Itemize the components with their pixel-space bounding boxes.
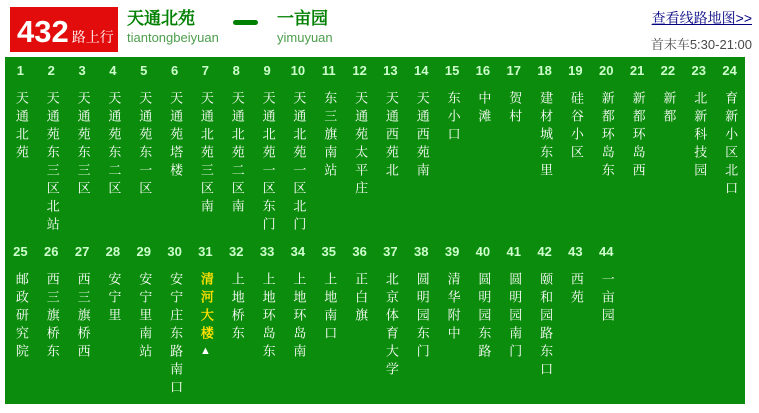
stop-name: 圆明园东路 (475, 272, 491, 362)
stop-cell[interactable] (683, 64, 714, 235)
stop-name: 一亩园 (598, 272, 614, 326)
stop-number: 10 (290, 63, 306, 78)
stop-name: 东小口 (444, 91, 460, 145)
stop-name: 正白旗 (352, 272, 368, 326)
stop-cell[interactable] (529, 64, 560, 235)
stop-number: 8 (232, 63, 240, 78)
service-hours: 首末车5:30-21:00 (650, 37, 752, 52)
stop-cell[interactable] (221, 64, 252, 235)
stop-name: 育新小区北口 (722, 91, 738, 199)
stop-name: 天通苑塔楼 (167, 91, 183, 181)
stop-name: 建材城东里 (537, 91, 553, 181)
stop-number: 1 (16, 63, 25, 78)
stop-name: 安宁庄东路南口 (167, 272, 183, 398)
stop-number: 14 (414, 63, 429, 78)
stop-number: 17 (506, 63, 521, 78)
route-number: 432 (17, 14, 69, 49)
stop-number: 9 (263, 63, 271, 78)
stop-cell[interactable] (560, 245, 591, 398)
stop-name: 上地桥东 (228, 272, 244, 344)
stop-cell[interactable] (437, 245, 468, 398)
stop-number: 6 (170, 63, 179, 78)
stop-number: 23 (691, 63, 706, 78)
stop-number: 42 (537, 244, 552, 259)
stop-number: 18 (537, 63, 552, 78)
stop-cell[interactable] (622, 64, 653, 235)
stop-name: 天通苑太平庄 (352, 91, 368, 199)
current-stop-marker-icon: ▲ (199, 345, 211, 357)
stop-cell[interactable] (406, 64, 437, 235)
stop-number: 24 (722, 63, 737, 78)
stop-name: 清华附中 (444, 272, 460, 344)
stop-name: 北京体育大学 (382, 272, 398, 380)
stop-number: 41 (506, 244, 521, 259)
stop-cell[interactable] (468, 64, 499, 235)
stops-row-1 (5, 57, 745, 235)
stop-name: 安宁里 (105, 272, 121, 326)
stop-cell[interactable] (653, 64, 684, 235)
stop-cell[interactable] (283, 64, 314, 235)
stop-name: 天通苑东三区北站 (43, 91, 59, 235)
stop-cell[interactable] (252, 64, 283, 235)
stop-number: 25 (13, 244, 28, 259)
stop-number: 3 (78, 63, 86, 78)
stop-cell[interactable] (591, 64, 622, 235)
stop-cell[interactable] (498, 64, 529, 235)
stop-number: 12 (352, 63, 367, 78)
stop-name: 圆明园东门 (413, 272, 429, 362)
stop-name: 西三旗桥西 (74, 272, 90, 362)
route-number-badge (10, 7, 118, 52)
stop-number: 26 (44, 244, 59, 259)
route-dash-icon (233, 20, 258, 25)
stop-number: 30 (167, 244, 182, 259)
stop-cell[interactable] (344, 245, 375, 398)
stop-name: 上地南口 (321, 272, 337, 344)
stop-cell[interactable] (98, 64, 129, 235)
stop-name: 天通苑东三区 (74, 91, 90, 199)
stop-cell[interactable] (159, 245, 190, 398)
route-direction: 路上行 (71, 29, 114, 45)
stop-name: 圆明园南门 (506, 272, 522, 362)
stop-number: 27 (74, 244, 90, 259)
stop-name: 天通北苑 (12, 91, 28, 163)
stop-cell[interactable] (252, 245, 283, 398)
stop-cell[interactable] (468, 245, 499, 398)
stop-name: 北新科技园 (691, 91, 707, 181)
stop-number: 33 (259, 244, 275, 259)
stop-cell[interactable] (98, 245, 129, 398)
stop-number: 15 (444, 63, 460, 78)
stop-cell[interactable] (591, 245, 622, 398)
stop-name: 天通西苑南 (413, 91, 429, 181)
stop-number: 39 (444, 244, 460, 259)
stop-name: 新都环岛东 (598, 91, 614, 181)
stop-cell[interactable] (375, 245, 406, 398)
stop-cell[interactable] (36, 245, 67, 398)
stop-number: 44 (599, 244, 614, 259)
stop-number: 43 (568, 244, 583, 259)
stops-board (5, 57, 745, 404)
stop-name: 新都环岛西 (629, 91, 645, 181)
stop-cell[interactable] (313, 64, 344, 235)
stop-number: 32 (229, 244, 244, 259)
destination-pinyin: yimuyuan (277, 30, 333, 45)
stop-name: 西苑 (567, 272, 583, 308)
stop-name: 天通北苑三区南 (197, 91, 213, 217)
stop-cell[interactable] (560, 64, 591, 235)
stop-number: 40 (475, 244, 491, 259)
stop-cell[interactable] (344, 64, 375, 235)
stop-cell[interactable] (5, 64, 36, 235)
stop-number: 19 (568, 63, 583, 78)
stop-cell[interactable] (375, 64, 406, 235)
stop-number: 21 (629, 63, 645, 78)
stop-cell[interactable] (221, 245, 252, 398)
stop-cell[interactable] (67, 245, 98, 398)
stop-name: 中滩 (475, 91, 491, 127)
stop-cell[interactable] (283, 245, 314, 398)
stop-name: 颐和园路东口 (537, 272, 553, 380)
stop-name: 上地环岛南 (290, 272, 306, 362)
stop-number: 28 (105, 244, 121, 259)
stop-name: 天通西苑北 (382, 91, 398, 181)
stop-number: 7 (201, 63, 210, 78)
stop-number: 20 (599, 63, 614, 78)
stop-cell[interactable] (128, 245, 159, 398)
stop-name: 天通北苑一区北门 (290, 91, 306, 235)
stop-name: 贺村 (506, 91, 522, 127)
stop-cell[interactable] (36, 64, 67, 235)
stop-name: 天通北苑一区东门 (259, 91, 275, 235)
stop-name: 东三旗南站 (321, 91, 337, 181)
stop-number: 29 (136, 244, 151, 259)
stop-cell[interactable] (190, 64, 221, 235)
stop-number: 13 (383, 63, 398, 78)
stop-cell[interactable] (406, 245, 437, 398)
stop-name: 天通苑东一区 (136, 91, 152, 199)
stop-name: 邮政研究院 (12, 272, 28, 362)
stop-number: 37 (383, 244, 398, 259)
origin-pinyin: tiantongbeiyuan (127, 30, 219, 45)
stop-name: 天通苑东二区 (105, 91, 121, 199)
stop-name: 西三旗桥东 (43, 272, 59, 362)
stop-cell[interactable] (437, 64, 468, 235)
stop-number: 34 (290, 244, 306, 259)
stop-number: 11 (321, 63, 336, 78)
stop-cell[interactable] (529, 245, 560, 398)
stop-number: 36 (352, 244, 367, 259)
stop-cell[interactable] (128, 64, 159, 235)
stop-number: 38 (414, 244, 429, 259)
stop-number: 16 (475, 63, 491, 78)
view-route-map-link[interactable]: 查看线路地图>> (651, 10, 752, 26)
stop-number: 4 (109, 63, 117, 78)
stop-number: 31 (198, 244, 213, 259)
destination-name: 一亩园 (277, 9, 328, 28)
stop-cell[interactable] (67, 64, 98, 235)
stop-name: 新都 (660, 91, 676, 127)
origin-name: 天通北苑 (127, 9, 195, 28)
stop-number: 5 (140, 63, 148, 78)
stop-cell[interactable] (313, 245, 344, 398)
stop-name: 安宁里南站 (136, 272, 152, 362)
stop-cell[interactable] (159, 64, 190, 235)
stop-cell[interactable] (190, 245, 221, 398)
destination-terminus (277, 9, 333, 46)
stop-number: 2 (47, 63, 55, 78)
origin-terminus (127, 9, 219, 46)
stop-cell[interactable] (5, 245, 36, 398)
stop-name: 硅谷小区 (567, 91, 583, 163)
stop-number: 35 (321, 244, 336, 259)
stop-cell[interactable] (714, 64, 745, 235)
stop-cell[interactable] (498, 245, 529, 398)
header-right (651, 8, 752, 53)
stops-row-2 (5, 235, 745, 398)
stop-name: 上地环岛东 (259, 272, 275, 362)
stop-name: 清河大楼 (197, 272, 213, 344)
stop-number: 22 (660, 63, 676, 78)
stop-name: 天通北苑二区南 (228, 91, 244, 217)
